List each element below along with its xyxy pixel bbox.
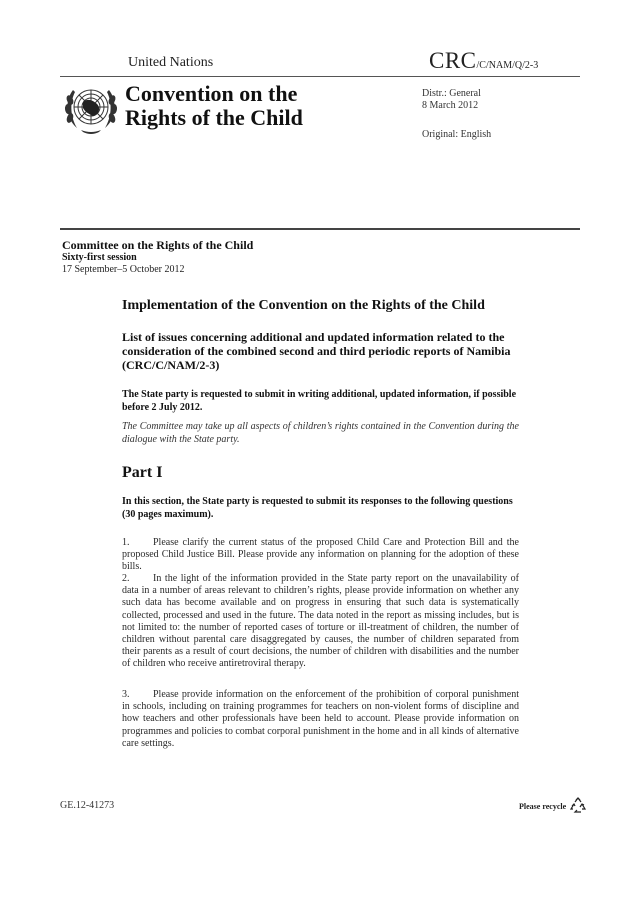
distribution: Distr.: General: [422, 88, 481, 99]
paragraph-1: [122, 537, 519, 574]
title-line-2: Rights of the Child: [125, 105, 303, 130]
symbol-suffix: /C/NAM/Q/2-3: [476, 60, 539, 71]
organization-name: United Nations: [128, 55, 214, 70]
main-heading: Implementation of the Convention on the Rights of the Child: [122, 298, 485, 313]
paragraph-3: [122, 689, 519, 750]
paragraph-text: Please provide information on the enforcement of the prohibition of corporal punishment in schools, including on training programmes for teachers on non-violent forms of discipline and how teachers and other professionals have been held to account. Please provide information on programmes and policies to combat corporal punishment in the home and in all kinds of alternative care settings.: [122, 689, 519, 749]
paragraph-number: 1.: [122, 537, 130, 548]
paragraph-2: [122, 573, 519, 671]
recycle-notice: [519, 797, 587, 815]
issue-date: 8 March 2012: [422, 100, 479, 111]
paragraph-text: In the light of the information provided in the State party report on the unavailability of data in a number of areas relevant to children’s rights, please provide information on whether any such data has become available and on progress in ensuring that such data is systematically collected, processed and used in the future. The data noted in the report as missing includes, but is not limited to: the number of reported cases of torture or ill-treatment of children, the number of children without parental care disaggregated by causes, the number of children separated from their parents as a result of court decisions, the number of children with disabilities and the number of children who receive antiretroviral therapy.: [122, 573, 519, 670]
header-rule: [60, 76, 580, 77]
paragraph-number: 3.: [122, 689, 130, 700]
paragraph-text: Please clarify the current status of the proposed Child Care and Protection Bill and the proposed Child Justice Bill. Please provide any information on planning for the adoption of these bills.: [122, 537, 519, 573]
recycle-icon: [569, 797, 587, 815]
committee-session: Sixty-first session: [62, 252, 137, 263]
part-title: Part I: [122, 464, 163, 481]
recycle-label: Please recycle: [519, 801, 567, 811]
section-intro: In this section, the State party is requested to submit its responses to the following questions (30 pages maximum).: [122, 496, 513, 520]
submission-request: The State party is requested to submit in writing additional, updated information, if possible before 2 July 2012.: [122, 389, 517, 413]
symbol-main: CRC: [429, 48, 477, 73]
committee-name: Committee on the Rights of the Child: [62, 238, 254, 252]
job-number: GE.12-41273: [60, 800, 115, 811]
committee-note: The Committee may take up all aspects of children’s rights contained in the Convention during the dialogue with the State party.: [122, 421, 519, 445]
un-emblem-icon: [63, 80, 119, 136]
committee-dates: 17 September–5 October 2012: [62, 264, 185, 275]
document-title: [125, 82, 303, 130]
header-thick-rule: [60, 228, 580, 230]
title-line-1: Convention on the: [125, 81, 298, 106]
sub-heading: List of issues concerning additional and updated information related to the consideration of the combined second and third periodic reports of Namibia (CRC/C/NAM/2-3): [122, 330, 511, 372]
original-language: Original: English: [422, 129, 492, 140]
paragraph-number: 2.: [122, 573, 130, 584]
distribution-block: [422, 88, 481, 112]
document-symbol: [429, 48, 538, 74]
committee-block: [62, 238, 253, 276]
